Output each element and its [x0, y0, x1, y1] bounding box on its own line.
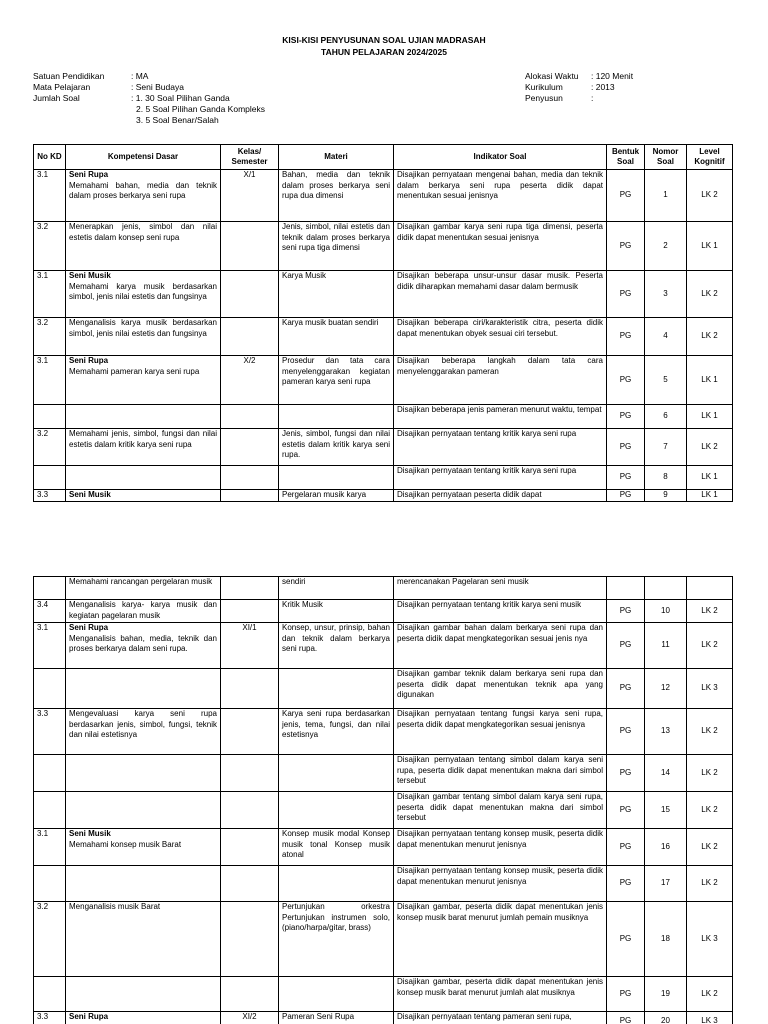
kompetensi-text: Menerapkan jenis, simbol dan nilai estetis dalam konsep seni rupa [69, 222, 217, 242]
kompetensi-heading: Seni Musik [69, 829, 111, 838]
cell-kelas [221, 429, 279, 466]
cell-no-kd: 3.3 [34, 490, 66, 502]
cell-level [687, 577, 733, 600]
cell-no-kd: 3.1 [34, 170, 66, 222]
cell-level: LK 2 [687, 829, 733, 866]
kompetensi-text: Memahami bahan, media dan teknik dalam proses berkarya seni rupa [69, 180, 217, 200]
meta-value: : 1. 30 Soal Pilihan Ganda [131, 93, 230, 103]
cell-kelas [221, 600, 279, 623]
table-row [34, 709, 733, 755]
cell-kompetensi [66, 490, 221, 502]
cell-kelas [221, 318, 279, 356]
col-header-bentuk: Bentuk Soal [607, 145, 645, 170]
document-page-2 [0, 567, 768, 1024]
meta-label: Kurikulum [525, 82, 563, 92]
kompetensi-text: Memahami rancangan pergelaran musik [69, 577, 213, 586]
cell-nomor: 5 [645, 356, 687, 405]
kompetensi-text: Memahami karya musik berdasarkan simbol, jenis nilai estetis dan fungsinya [69, 281, 217, 301]
cell-kelas [221, 792, 279, 829]
meta-value: : 2013 [591, 82, 615, 92]
cell-kompetensi [66, 600, 221, 623]
table-row [34, 271, 733, 318]
cell-nomor: 14 [645, 755, 687, 792]
cell-bentuk: PG [607, 792, 645, 829]
kompetensi-heading: Seni Rupa [69, 356, 109, 365]
meta-label: Alokasi Waktu [525, 71, 579, 81]
cell-nomor: 10 [645, 600, 687, 623]
kompetensi-text: Memahami pameran karya seni rupa [69, 366, 200, 376]
cell-bentuk: PG [607, 755, 645, 792]
kompetensi-text: Memahami konsep musik Barat [69, 839, 182, 849]
kompetensi-heading: Seni Musik [69, 490, 111, 499]
cell-no-kd [34, 577, 66, 600]
cell-bentuk: PG [607, 222, 645, 271]
cell-kelas [221, 271, 279, 318]
kompetensi-text: Menganalisis karya musik berdasarkan simbol, jenis nilai estetis dan fungsinya [69, 318, 217, 338]
cell-kelas [221, 669, 279, 709]
kisi-kisi-table-continued [33, 576, 733, 1024]
cell-indikator: Disajikan gambar, peserta didik dapat menentukan jenis konsep musik barat menurut jumlah pemain musiknya [394, 902, 607, 977]
cell-kompetensi [66, 356, 221, 405]
cell-nomor: 8 [645, 466, 687, 490]
doc-title: KISI-KISI PENYUSUNAN SOAL UJIAN MADRASAH [282, 35, 486, 45]
cell-kompetensi [66, 466, 221, 490]
cell-indikator: Disajikan pernyataan tentang pameran seni rupa, [394, 1012, 607, 1024]
cell-level: LK 2 [687, 977, 733, 1012]
kompetensi-heading: Seni Musik [69, 271, 111, 280]
cell-kompetensi [66, 902, 221, 977]
cell-no-kd: 3.2 [34, 429, 66, 466]
cell-bentuk: PG [607, 271, 645, 318]
cell-kompetensi [66, 577, 221, 600]
table-row [34, 669, 733, 709]
cell-bentuk: PG [607, 902, 645, 977]
meta-label: Jumlah Soal [33, 93, 80, 103]
cell-level: LK 3 [687, 669, 733, 709]
cell-no-kd [34, 466, 66, 490]
cell-materi: Prosedur dan tata cara menyelenggarakan kegiatan pameran karya seni rupa [279, 356, 394, 405]
meta-label: Mata Pelajaran [33, 82, 91, 92]
cell-materi: Konsep, unsur, prinsip, bahan dan teknik dalam berkarya seni rupa. [279, 623, 394, 669]
cell-nomor: 16 [645, 829, 687, 866]
cell-kompetensi [66, 977, 221, 1012]
cell-no-kd [34, 866, 66, 902]
table-row [34, 170, 733, 222]
cell-kompetensi [66, 271, 221, 318]
cell-level: LK 2 [687, 866, 733, 902]
cell-kelas [221, 829, 279, 866]
cell-materi: Kritik Musik [279, 600, 394, 623]
meta-value: : [591, 93, 594, 103]
cell-materi: Karya musik buatan sendiri [279, 318, 394, 356]
col-header-kompetensi: Kompetensi Dasar [66, 145, 221, 170]
cell-no-kd [34, 755, 66, 792]
col-header-nomor: Nomor Soal [645, 145, 687, 170]
cell-materi: Bahan, media dan teknik dalam proses berkarya seni rupa dua dimensi [279, 170, 394, 222]
cell-kompetensi [66, 709, 221, 755]
cell-level: LK 3 [687, 902, 733, 977]
kompetensi-text: Menganalisis karya- karya musik dan kegiatan pagelaran musik [69, 600, 217, 620]
cell-materi [279, 977, 394, 1012]
table-row [34, 490, 733, 502]
cell-indikator: Disajikan pernyataan tentang konsep musik, peserta didik dapat menentukan menurut jenisnya [394, 866, 607, 902]
cell-kompetensi [66, 170, 221, 222]
cell-no-kd: 3.3 [34, 709, 66, 755]
meta-label: Penyusun [525, 93, 563, 103]
cell-indikator: Disajikan gambar bahan dalam berkarya seni rupa dan peserta didik dapat mengkategorikan sesuai jenis nya [394, 623, 607, 669]
cell-materi [279, 755, 394, 792]
table-header-row [34, 145, 733, 170]
cell-nomor: 20 [645, 1012, 687, 1024]
table-row [34, 466, 733, 490]
cell-nomor: 3 [645, 271, 687, 318]
cell-no-kd: 3.4 [34, 600, 66, 623]
table-row [34, 429, 733, 466]
cell-indikator: Disajikan beberapa ciri/karakteristik citra, peserta didik dapat menentukan obyek sesuai ciri tersebut. [394, 318, 607, 356]
cell-level: LK 2 [687, 792, 733, 829]
cell-level: LK 1 [687, 490, 733, 502]
cell-no-kd [34, 405, 66, 429]
cell-kelas [221, 755, 279, 792]
cell-indikator: Disajikan beberapa langkah dalam tata cara menyelenggarakan pameran [394, 356, 607, 405]
cell-kelas [221, 466, 279, 490]
cell-kelas [221, 977, 279, 1012]
kompetensi-text: Memahami jenis, simbol, fungsi dan nilai estetis dalam kritik karya seni rupa [69, 429, 217, 449]
cell-materi [279, 405, 394, 429]
cell-bentuk: PG [607, 623, 645, 669]
cell-materi [279, 866, 394, 902]
cell-indikator: Disajikan beberapa jenis pameran menurut waktu, tempat [394, 405, 607, 429]
kompetensi-heading: Seni Rupa [69, 623, 109, 632]
cell-indikator: merencanakan Pagelaran seni musik [394, 577, 607, 600]
cell-nomor: 13 [645, 709, 687, 755]
cell-nomor: 2 [645, 222, 687, 271]
meta-value: 3. 5 Soal Benar/Salah [136, 115, 219, 125]
cell-level: LK 2 [687, 755, 733, 792]
kompetensi-text: Menganalisis bahan, media, teknik dan proses berkarya dalam seni rupa. [69, 633, 217, 653]
cell-level: LK 2 [687, 429, 733, 466]
cell-no-kd [34, 669, 66, 709]
page-gap [0, 522, 768, 567]
cell-bentuk: PG [607, 318, 645, 356]
table-row [34, 318, 733, 356]
cell-indikator: Disajikan pernyataan mengenai bahan, media dan teknik dalam berkarya seni rupa peserta didik dapat menentukan sesuai jenisnya [394, 170, 607, 222]
cell-nomor [645, 577, 687, 600]
cell-indikator: Disajikan gambar karya seni rupa tiga dimensi, peserta didik dapat menentukan sesuai jenisnya [394, 222, 607, 271]
cell-materi [279, 792, 394, 829]
cell-materi: Karya seni rupa berdasarkan jenis, tema, fungsi, dan nilai estetisnya [279, 709, 394, 755]
kompetensi-heading: Seni Rupa [69, 1012, 109, 1021]
cell-kompetensi [66, 866, 221, 902]
cell-indikator: Disajikan pernyataan tentang konsep musik, peserta didik dapat menentukan menurut jenisnya [394, 829, 607, 866]
cell-level: LK 1 [687, 356, 733, 405]
cell-materi: Pertunjukan orkestra Pertunjukan instrumen solo, (piano/harpa/gitar, brass) [279, 902, 394, 977]
cell-materi: sendiri [279, 577, 394, 600]
cell-bentuk: PG [607, 709, 645, 755]
kisi-kisi-table [33, 144, 733, 502]
cell-indikator: Disajikan pernyataan peserta didik dapat [394, 490, 607, 502]
meta-right [525, 71, 633, 104]
cell-bentuk: PG [607, 600, 645, 623]
cell-nomor: 17 [645, 866, 687, 902]
cell-bentuk: PG [607, 1012, 645, 1024]
cell-no-kd: 3.1 [34, 623, 66, 669]
cell-no-kd: 3.1 [34, 271, 66, 318]
cell-indikator: Disajikan pernyataan tentang kritik karya seni rupa [394, 466, 607, 490]
col-header-indikator: Indikator Soal [394, 145, 607, 170]
cell-no-kd [34, 977, 66, 1012]
cell-nomor: 19 [645, 977, 687, 1012]
cell-indikator: Disajikan pernyataan tentang kritik karya seni rupa [394, 429, 607, 466]
cell-bentuk: PG [607, 829, 645, 866]
cell-materi: Karya Musik [279, 271, 394, 318]
table-row [34, 356, 733, 405]
cell-indikator: Disajikan gambar, peserta didik dapat menentukan jenis konsep musik barat menurut jumlah alat musiknya [394, 977, 607, 1012]
cell-no-kd: 3.1 [34, 356, 66, 405]
cell-kelas [221, 577, 279, 600]
cell-level: LK 2 [687, 318, 733, 356]
cell-kelas: X/1 [221, 170, 279, 222]
cell-nomor: 4 [645, 318, 687, 356]
table-row [34, 755, 733, 792]
cell-nomor: 15 [645, 792, 687, 829]
cell-materi [279, 669, 394, 709]
cell-bentuk: PG [607, 466, 645, 490]
cell-kompetensi [66, 222, 221, 271]
cell-level: LK 2 [687, 709, 733, 755]
cell-nomor: 1 [645, 170, 687, 222]
kompetensi-heading: Seni Rupa [69, 170, 109, 179]
cell-kompetensi [66, 829, 221, 866]
cell-nomor: 7 [645, 429, 687, 466]
cell-level: LK 1 [687, 466, 733, 490]
cell-kelas: XI/1 [221, 623, 279, 669]
cell-level: LK 2 [687, 170, 733, 222]
table-row [34, 623, 733, 669]
meta-value: : Seni Budaya [131, 82, 184, 92]
cell-bentuk: PG [607, 356, 645, 405]
kompetensi-text: Menganalisis musik Barat [69, 902, 161, 911]
cell-kelas [221, 902, 279, 977]
meta-value: : 120 Menit [591, 71, 634, 81]
cell-kompetensi [66, 429, 221, 466]
cell-no-kd: 3.2 [34, 902, 66, 977]
table-row [34, 577, 733, 600]
cell-level: LK 1 [687, 405, 733, 429]
table-row [34, 405, 733, 429]
table-row [34, 222, 733, 271]
table-row [34, 977, 733, 1012]
cell-indikator: Disajikan pernyataan tentang fungsi karya seni rupa, peserta didik dapat mengkategorikan sesuai jenisnya [394, 709, 607, 755]
cell-materi: Konsep musik modal Konsep musik tonal Konsep musik atonal [279, 829, 394, 866]
doc-subtitle: TAHUN PELAJARAN 2024/2025 [321, 47, 447, 57]
cell-no-kd [34, 792, 66, 829]
cell-no-kd: 3.2 [34, 222, 66, 271]
cell-bentuk [607, 577, 645, 600]
cell-kelas [221, 866, 279, 902]
meta-left [33, 71, 265, 126]
cell-materi: Jenis, simbol, nilai estetis dan teknik dalam proses berkarya seni rupa tiga dimensi [279, 222, 394, 271]
cell-bentuk: PG [607, 405, 645, 429]
table-row [34, 902, 733, 977]
kompetensi-text: Mengevaluasi karya seni rupa berdasarkan jenis, simbol, fungsi, teknik dan nilai estetisnya [69, 709, 217, 739]
cell-bentuk: PG [607, 170, 645, 222]
cell-kelas: X/2 [221, 356, 279, 405]
cell-nomor: 18 [645, 902, 687, 977]
cell-kelas: XI/2 [221, 1012, 279, 1024]
cell-indikator: Disajikan beberapa unsur-unsur dasar musik. Peserta didik diharapkan memahami dasar dalam bermusik [394, 271, 607, 318]
col-header-no-kd: No KD [34, 145, 66, 170]
meta-value: 2. 5 Soal Pilihan Ganda Kompleks [136, 104, 265, 114]
cell-bentuk: PG [607, 866, 645, 902]
cell-no-kd: 3.3 [34, 1012, 66, 1024]
meta-value: : MA [131, 71, 149, 81]
table-row [34, 1012, 733, 1024]
cell-materi: Pameran Seni Rupa [279, 1012, 394, 1024]
cell-kompetensi [66, 623, 221, 669]
cell-no-kd: 3.1 [34, 829, 66, 866]
cell-materi: Jenis, simbol, fungsi dan nilai estetis dalam kritik karya seni rupa. [279, 429, 394, 466]
cell-kelas [221, 222, 279, 271]
cell-nomor: 12 [645, 669, 687, 709]
cell-indikator: Disajikan gambar teknik dalam berkarya seni rupa dan peserta didik dapat menentukan teknik apa yang digunakan [394, 669, 607, 709]
cell-bentuk: PG [607, 490, 645, 502]
cell-bentuk: PG [607, 669, 645, 709]
cell-kelas [221, 405, 279, 429]
cell-indikator: Disajikan pernyataan tentang simbol dalam karya seni rupa, peserta didik dapat menentukan makna dari simbol tersebut [394, 755, 607, 792]
cell-kompetensi [66, 405, 221, 429]
cell-nomor: 9 [645, 490, 687, 502]
col-header-level: Level Kognitif [687, 145, 733, 170]
cell-indikator: Disajikan gambar tentang simbol dalam karya seni rupa, peserta didik dapat menentukan makna dari simbol tersebut [394, 792, 607, 829]
col-header-materi: Materi [279, 145, 394, 170]
col-header-kelas: Kelas/ Semester [221, 145, 279, 170]
cell-indikator: Disajikan pernyataan tentang kritik karya seni musik [394, 600, 607, 623]
cell-level: LK 3 [687, 1012, 733, 1024]
cell-kompetensi [66, 792, 221, 829]
table-row [34, 792, 733, 829]
cell-kompetensi [66, 318, 221, 356]
cell-level: LK 1 [687, 222, 733, 271]
cell-kompetensi [66, 1012, 221, 1024]
cell-bentuk: PG [607, 977, 645, 1012]
meta-label: Satuan Pendidikan [33, 71, 105, 81]
cell-kompetensi [66, 755, 221, 792]
cell-level: LK 2 [687, 271, 733, 318]
cell-no-kd: 3.2 [34, 318, 66, 356]
cell-kompetensi [66, 669, 221, 709]
cell-kelas [221, 709, 279, 755]
cell-kelas [221, 490, 279, 502]
cell-nomor: 6 [645, 405, 687, 429]
cell-level: LK 2 [687, 623, 733, 669]
cell-level: LK 2 [687, 600, 733, 623]
table-row [34, 829, 733, 866]
cell-materi: Pergelaran musik karya [279, 490, 394, 502]
cell-bentuk: PG [607, 429, 645, 466]
table-row [34, 866, 733, 902]
table-row [34, 600, 733, 623]
cell-materi [279, 466, 394, 490]
cell-nomor: 11 [645, 623, 687, 669]
